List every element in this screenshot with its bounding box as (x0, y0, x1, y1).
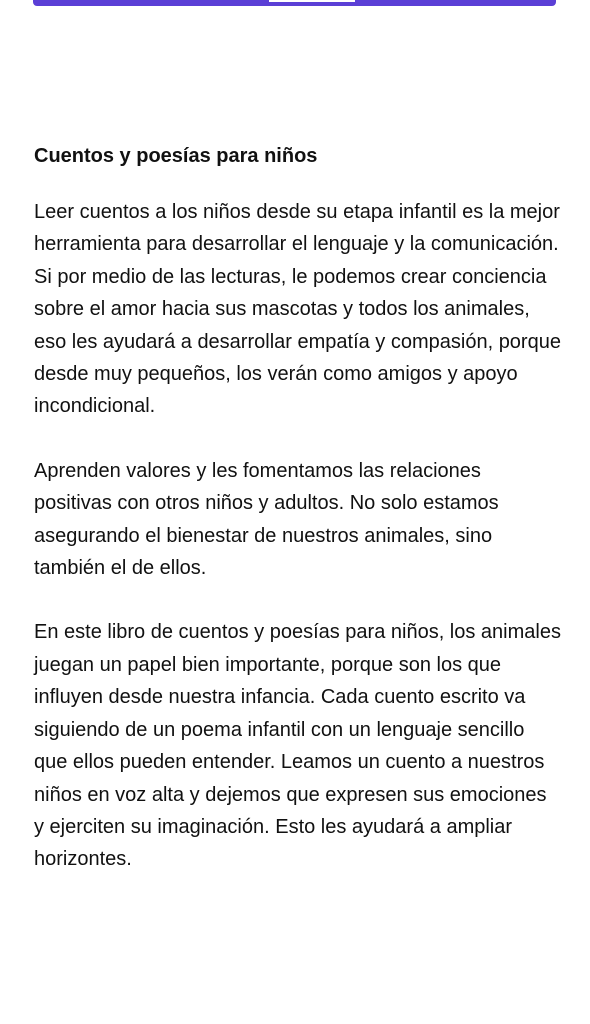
progress-segment-divider (269, 0, 355, 2)
paragraph-3: En este libro de cuentos y poesías para niños, los animales juegan un papel bien importante, porque son los que influyen desde nuestra infancia. Cada cuento escrito va siguiendo de un poema infantil con un lenguaje sencillo que ellos pueden entender. Leamos un cuento a nuestros niños en voz alta y dejemos que expresen sus emociones y ejerciten su imaginación. Esto les ayudará a ampliar horizontes. (34, 621, 561, 871)
paragraph-1: Leer cuentos a los niños desde su etapa infantil es la mejor herramienta para desarrollar el lenguaje y la comunicación. Si por medio de las lecturas, le podemos crear conciencia sobre el amor hacia sus mascotas y todos los animales, eso les ayudará a desarrollar empatía y compasión, porque desde muy pequeños, los verán como amigos y apoyo incondicional. (34, 201, 561, 418)
paragraph-2: Aprenden valores y les fomentamos las relaciones positivas con otros niños y adultos. No solo estamos asegurando el bienestar de nuestros animales, sino también el de ellos. (34, 459, 499, 580)
chapter-title: Cuentos y poesías para niños (34, 145, 318, 167)
reader-page (34, 140, 562, 908)
reading-progress-bar[interactable] (33, 0, 556, 6)
